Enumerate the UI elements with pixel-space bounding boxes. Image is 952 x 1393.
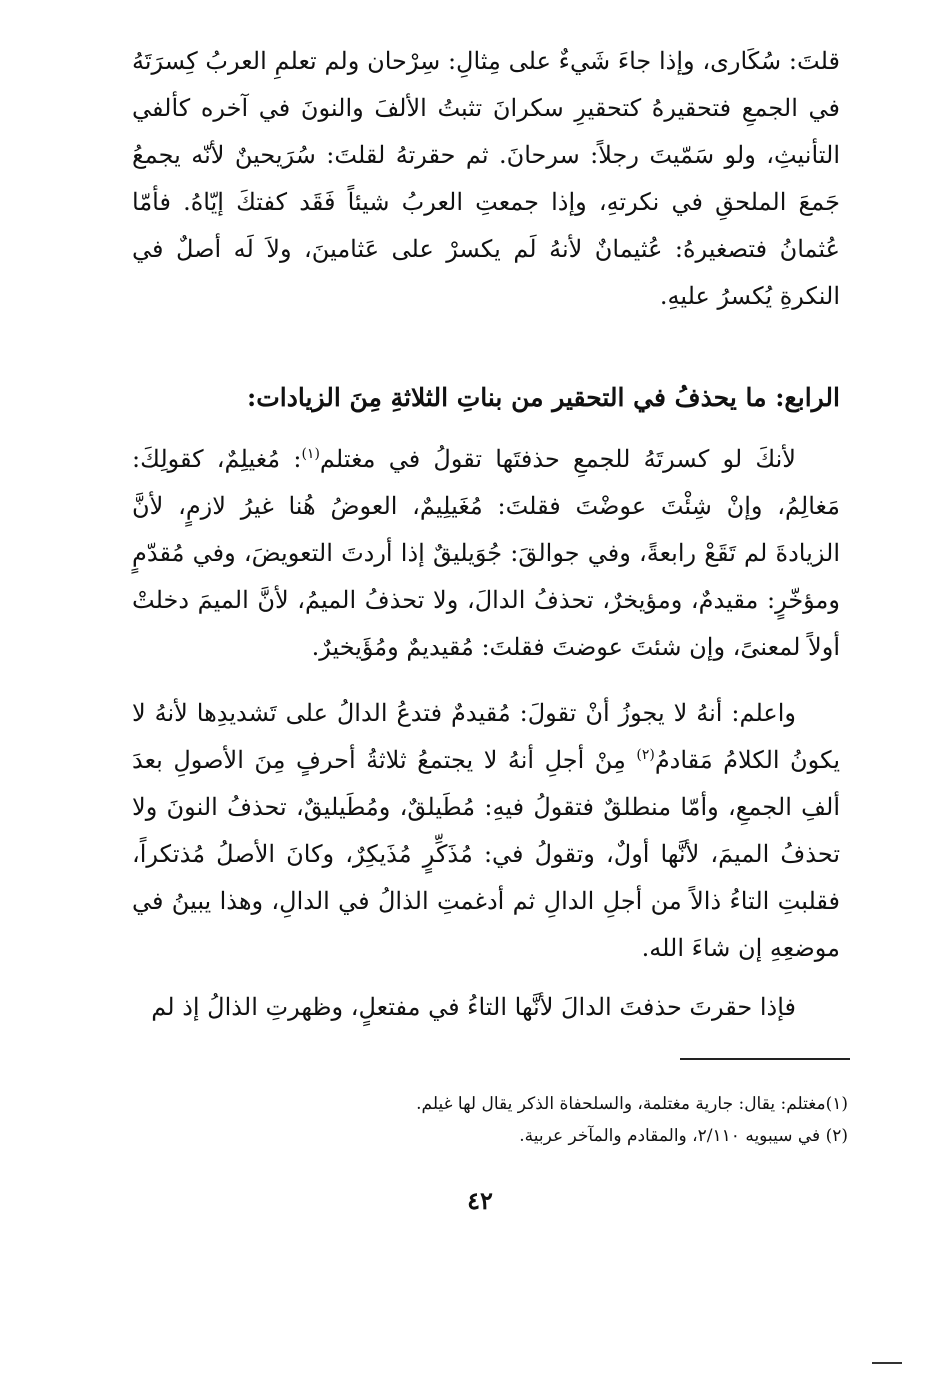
text-run: واعلم: أنهُ لا يجوزُ أنْ تقولَ: مُقيدمٌ فتدعُ الدالُ على تَشديدِها لأنهُ لا يكونُ الكلامُ مَقادمُ xyxy=(132,699,841,774)
footnote-1: (١)مغتلم: يقال: جارية مغتلمة، والسلحفاة الذكر يقال لها غيلم. xyxy=(416,1094,848,1114)
page-number: ٤٢ xyxy=(467,1186,493,1215)
paragraph-text: قلتَ: سُكَارى، وإذا جاءَ شَيءٌ على مِثالِ: سِرْحان ولم تعلمِ العربُ كِسرَتَهُ في الجمعِ فتحقيرهُ كتحقيرِ سكرانَ تثبتُ الألفَ والنونَ في آخره كألفي التأنيثِ، ولو سَمّيتَ رجلاً: سرحانَ. ثم حقرتهُ لقلتَ: سُرَيحينٌ لأنّه يجمعُ جَمعَ الملحقِ في نكرتهِ، وإذا جمعتِ العربُ شيئاً فَقَد كفتكَ إيّاهُ. فأمّا عُثمانُ فتصغيرهُ: عُثيمانٌ لأنهُ لَم يكسرْ على عَثامينَ، ولاَ لَه أصلٌ في النكرةِ يُكسرُ عليهِ. xyxy=(132,47,841,310)
paragraph-text xyxy=(132,690,840,972)
paragraph-4 xyxy=(132,984,840,1031)
text-run: مِنْ أجلِ أنهُ لا يجتمعُ ثلاثةُ أحرفٍ مِنَ الأصولِ بعدَ ألفِ الجمعِ، وأمّا منطلقٌ فتقولُ فيهِ: مُطَيلقٌ، ومُطَيليقٌ، تحذفُ النونَ ولا تحذفُ الميمَ، لأنَّها أولٌ، وتقولُ في: مُذَكِّرٍ مُذَيكِرٌ، وكانَ الأصلُ مُذتكراً، فقلبتِ التاءُ ذالاً من أجلِ الدالِ ثم أدغمتِ الذالُ في الدالِ، وهذا يبينُ في موضعِهِ إن شاءَ الله. xyxy=(132,746,841,962)
footnote-2: (٢) في سيبويه ٢/١١٠، والمقادم والمآخر عربية. xyxy=(519,1126,848,1146)
text-run: : مُغيلِمٌ، كقولِكَ: مَغالِمُ، وإنْ شِئْتَ عوضْتَ فقلتَ: مُغَيلِيمٌ، العوضُ هُنا غيرُ لازمٍ، لأنَّ الزيادةَ لم تَقَعْ رابعةً، وفي جوالقَ: جُوَيليقٌ إذا أردتَ التعويضَ، وفي مُقدّمٍ ومؤخّرٍ: مقيدمٌ، ومؤيخرٌ، تحذفُ الدالَ، ولا تحذفُ الميمُ، لأنَّ الميمَ دخلتْ أولاً لمعنىً، وإن شئتَ عوضتَ فقلتَ: مُقيديمٌ ومُؤَيخيرٌ. xyxy=(132,445,840,661)
section-heading: الرابع: ما يحذفُ في التحقير من بناتِ الثلاثةِ مِنَ الزيادات: xyxy=(247,383,840,412)
footnote-ref-1[interactable]: (١) xyxy=(301,446,320,462)
corner-mark xyxy=(872,1362,902,1364)
footnote-divider xyxy=(680,1058,850,1060)
footnotes xyxy=(300,1088,848,1152)
footnote-ref-2[interactable]: (٢) xyxy=(636,747,655,763)
paragraph-text: فإذا حقرتَ حذفتَ الدالَ لأنَّها التاءُ في مفتعلٍ، وظهرتِ الذالُ إذ لم xyxy=(151,993,796,1021)
text-run: لأنكَ لو كسرتَهُ للجمعِ حذفتَها تقولُ في مغتلم xyxy=(319,445,796,473)
paragraph-3 xyxy=(132,690,840,972)
paragraph-2 xyxy=(132,436,840,671)
paragraph-text xyxy=(132,436,840,671)
paragraph-intro xyxy=(132,38,840,320)
